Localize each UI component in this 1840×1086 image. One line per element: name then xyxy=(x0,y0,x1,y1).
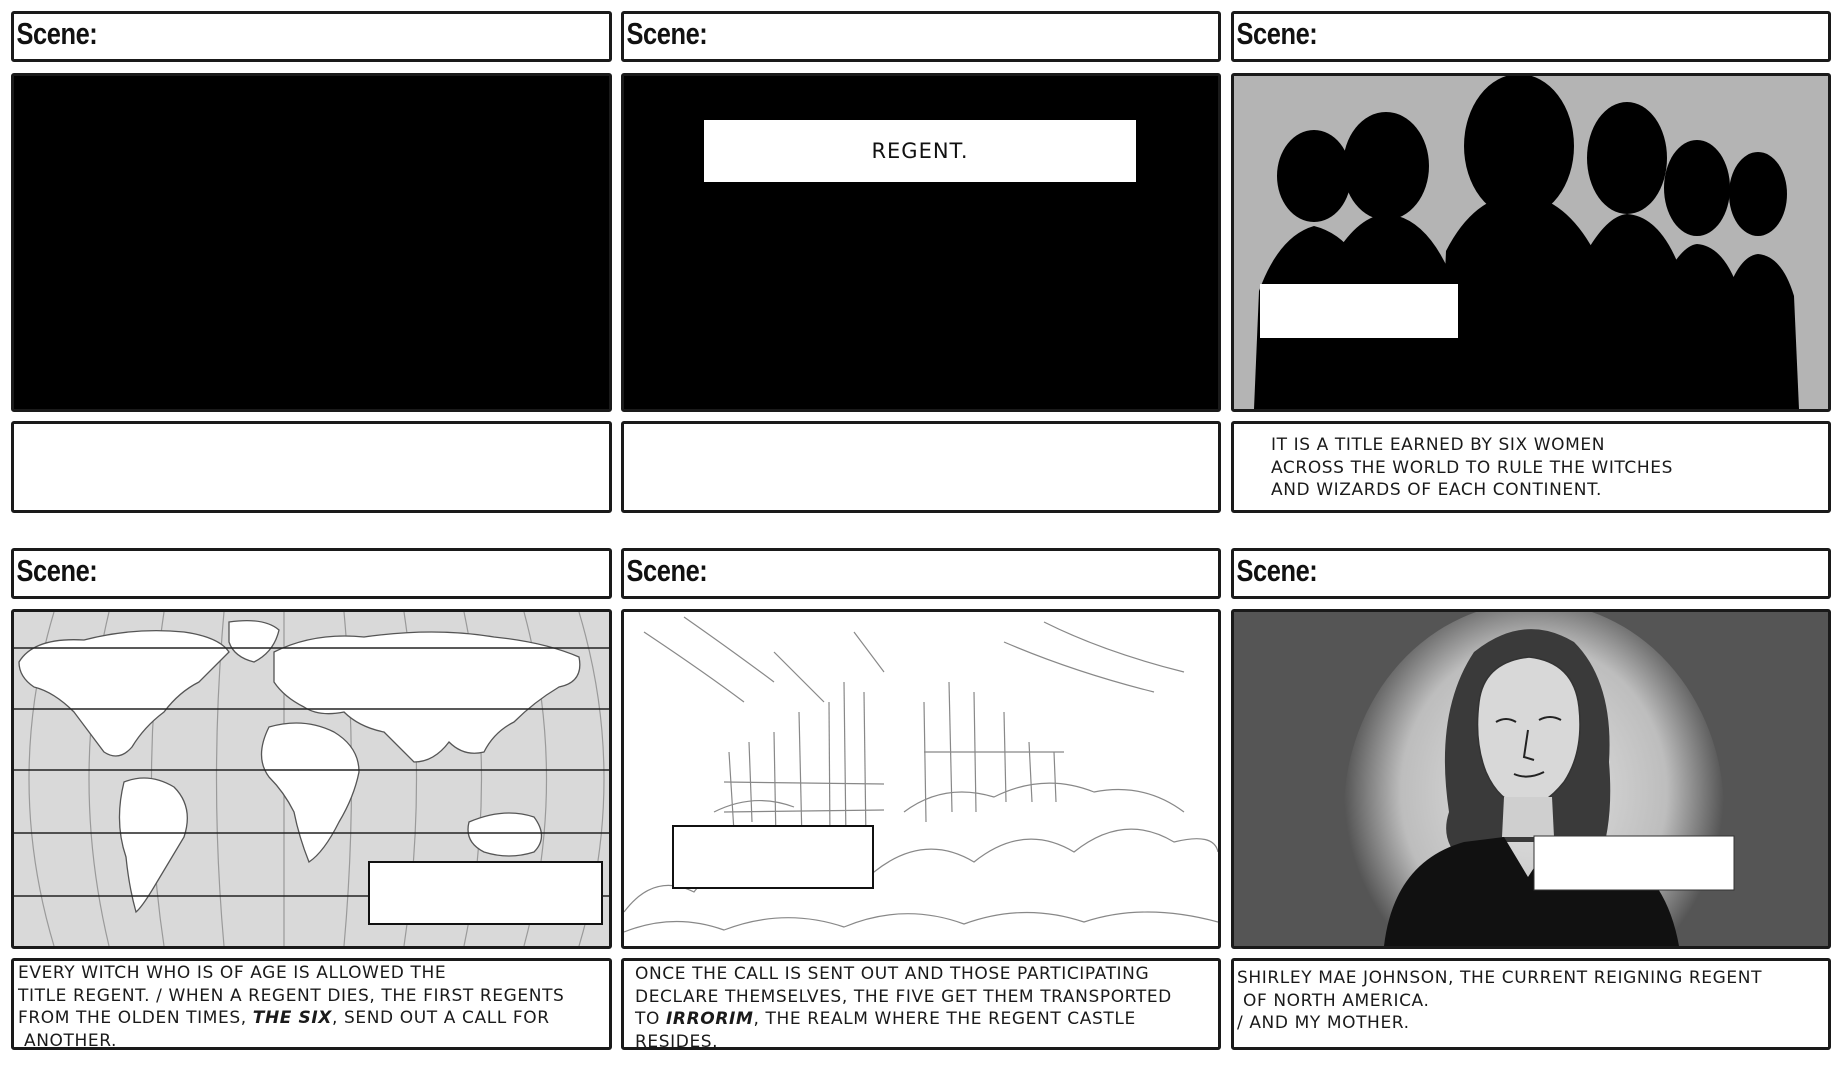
caption-segment: , THE REALM WHERE THE REGENT CASTLE xyxy=(753,1009,1136,1029)
caption-line xyxy=(18,1007,564,1030)
caption-box-3 xyxy=(1231,421,1831,513)
caption-line: AND WIZARDS OF EACH CONTINENT. xyxy=(1271,480,1603,500)
caption-box-1 xyxy=(11,421,612,513)
scene-label: Scene: xyxy=(1236,553,1318,588)
caption-line: IT IS A TITLE EARNED BY SIX WOMEN xyxy=(1271,435,1606,455)
caption-emphasis: THE SIX xyxy=(252,1008,332,1028)
scene-header-3 xyxy=(1231,11,1831,62)
title-card-text: REGENT. xyxy=(871,139,969,163)
scene-label: Scene: xyxy=(626,16,708,51)
caption-line: / AND MY MOTHER. xyxy=(1237,1013,1410,1033)
title-card xyxy=(704,120,1136,182)
caption-placeholder xyxy=(369,862,602,924)
caption-line: ACROSS THE WORLD TO RULE THE WITCHES xyxy=(1271,457,1674,478)
scene-header-4 xyxy=(11,548,612,599)
storyboard-panel-3 xyxy=(1231,73,1831,412)
caption-line xyxy=(635,1008,1172,1031)
caption-placeholder xyxy=(673,826,873,888)
caption-line: EVERY WITCH WHO IS OF AGE IS ALLOWED THE xyxy=(18,963,447,983)
caption-placeholder xyxy=(1260,284,1458,338)
scene-label: Scene: xyxy=(16,553,98,588)
storyboard-panel-1 xyxy=(11,73,612,412)
caption-emphasis: IRRORIM xyxy=(665,1009,754,1029)
scene-header-2 xyxy=(621,11,1221,62)
caption-line: OF NORTH AMERICA. xyxy=(1237,990,1430,1011)
caption-segment: FROM THE OLDEN TIMES, xyxy=(18,1008,253,1028)
caption-line: RESIDES. xyxy=(635,1031,719,1052)
caption-box-5 xyxy=(621,958,1221,1050)
scene-header-6 xyxy=(1231,548,1831,599)
scene-label: Scene: xyxy=(626,553,708,588)
woman-portrait-illustration xyxy=(1234,612,1828,946)
caption-text xyxy=(1237,967,1762,1035)
caption-segment: , SEND OUT A CALL FOR xyxy=(332,1008,550,1028)
caption-text xyxy=(635,963,1172,1053)
caption-text xyxy=(1271,434,1673,502)
caption-line: SHIRLEY MAE JOHNSON, THE CURRENT REIGNING REGENT xyxy=(1237,968,1763,988)
castle-sketch-illustration xyxy=(624,612,1218,946)
caption-line: ANOTHER. xyxy=(18,1030,118,1051)
storyboard-panel-6 xyxy=(1231,609,1831,949)
caption-placeholder xyxy=(1534,836,1734,890)
caption-box-2 xyxy=(621,421,1221,513)
caption-segment: TO xyxy=(635,1009,666,1029)
caption-line: TITLE REGENT. / WHEN A REGENT DIES, THE FIRST REGENTS xyxy=(18,985,565,1006)
caption-line: DECLARE THEMSELVES, THE FIVE GET THEM TRANSPORTED xyxy=(635,986,1172,1007)
scene-label: Scene: xyxy=(16,16,98,51)
caption-box-6 xyxy=(1231,958,1831,1050)
storyboard-panel-5 xyxy=(621,609,1221,949)
caption-line: ONCE THE CALL IS SENT OUT AND THOSE PARTICIPATING xyxy=(635,964,1150,984)
caption-box-4 xyxy=(11,958,612,1050)
storyboard-panel-4 xyxy=(11,609,612,949)
storyboard-panel-2 xyxy=(621,73,1221,412)
scene-label: Scene: xyxy=(1236,16,1318,51)
caption-text xyxy=(18,962,564,1052)
six-women-silhouette xyxy=(1234,76,1828,409)
world-map-illustration xyxy=(14,612,609,946)
scene-header-1 xyxy=(11,11,612,62)
scene-header-5 xyxy=(621,548,1221,599)
